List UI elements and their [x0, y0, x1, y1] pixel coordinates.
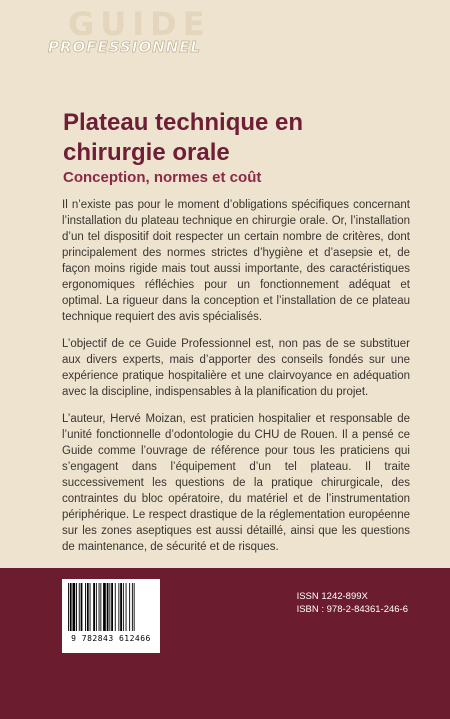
- barcode-bars: [66, 583, 156, 633]
- barcode-bar: [103, 583, 106, 631]
- series-logo: [48, 6, 218, 54]
- barcode-bar: [76, 583, 77, 631]
- barcode-bar: [70, 583, 72, 631]
- barcode-bar: [118, 583, 119, 631]
- barcode-bar: [85, 583, 86, 631]
- barcode-number: 9 782843 612466: [71, 634, 151, 643]
- isbn-text: ISBN : 978-2-84361-246-6: [296, 604, 408, 615]
- barcode-bar: [93, 583, 95, 631]
- blurb-paragraph: L’auteur, Hervé Moizan, est praticien hospitalier et responsable de l’unité fonctionnelle d’odontologie du CHU de Rouen. Il a pensé ce Guide comme l’ouvrage de référence pour tous les praticiens qui s’engagent dans l’équipement d’un tel plateau. Il traite successivement les questions de la pratique chirurgicale, des contraintes du bloc opératoire, du matériel et de l’instrumentation périphérique. Le respect drastique de la réglementation européenne sur les zones aseptiques est aussi détaillé, ainsi que les questions de maintenance, de sécurité et de risques.: [62, 413, 410, 553]
- barcode-bar: [87, 583, 89, 631]
- barcode-bar: [100, 583, 101, 631]
- barcode-bar: [115, 583, 116, 631]
- barcode-bar: [134, 583, 135, 631]
- barcode-bar: [79, 583, 80, 631]
- barcode-bar: [99, 583, 100, 631]
- barcode-bar: [111, 583, 113, 631]
- book-title: Plateau technique en chirurgie orale: [63, 109, 304, 166]
- series-logo-professionnel: PROFESSIONNEL: [48, 38, 202, 56]
- barcode: [62, 579, 160, 653]
- series-logo-guide: GUIDE: [68, 5, 211, 43]
- blurb-paragraph: L’objectif de ce Guide Professionnel est, non pas de se substituer aux divers experts, mais d’apporter des conseils fondés sur une expérience pratique hospitalière et une clairvoyance en adéquation avec la discipline, indispensables à la planification du projet.: [62, 338, 410, 398]
- barcode-bar: [123, 583, 124, 631]
- blurb-paragraph: Il n’existe pas pour le moment d’obligations spécifiques concernant l’installation du plateau technique en chirurgie orale. Or, l’installation d’un tel dispositif doit respecter un certain nombre de critères, dont principalement des normes strictes d’hygiène et d’asepsie et, de façon moins rigide mais tout aussi importante, des caractéristiques ergonomiques réfléchies pour un fonctionnement adéquat et optimal. La rigueur dans la conception et l’installation de ce plateau technique requiert des avis spécialisés.: [62, 199, 410, 323]
- barcode-bar: [96, 583, 97, 631]
- barcode-bar: [126, 583, 127, 631]
- barcode-bar: [129, 583, 130, 631]
- barcode-bar: [120, 583, 122, 631]
- barcode-bar: [132, 583, 133, 631]
- identifier-block: [297, 590, 408, 616]
- barcode-bar: [73, 583, 76, 631]
- issn-text: ISSN 1242-899X: [296, 591, 368, 602]
- blurb: [62, 197, 410, 609]
- barcode-bar: [109, 583, 110, 631]
- book-subtitle: Conception, normes et coût: [63, 169, 262, 186]
- barcode-bar: [81, 583, 83, 631]
- barcode-bar: [107, 583, 109, 631]
- barcode-bar: [68, 583, 69, 631]
- barcode-bar: [90, 583, 91, 631]
